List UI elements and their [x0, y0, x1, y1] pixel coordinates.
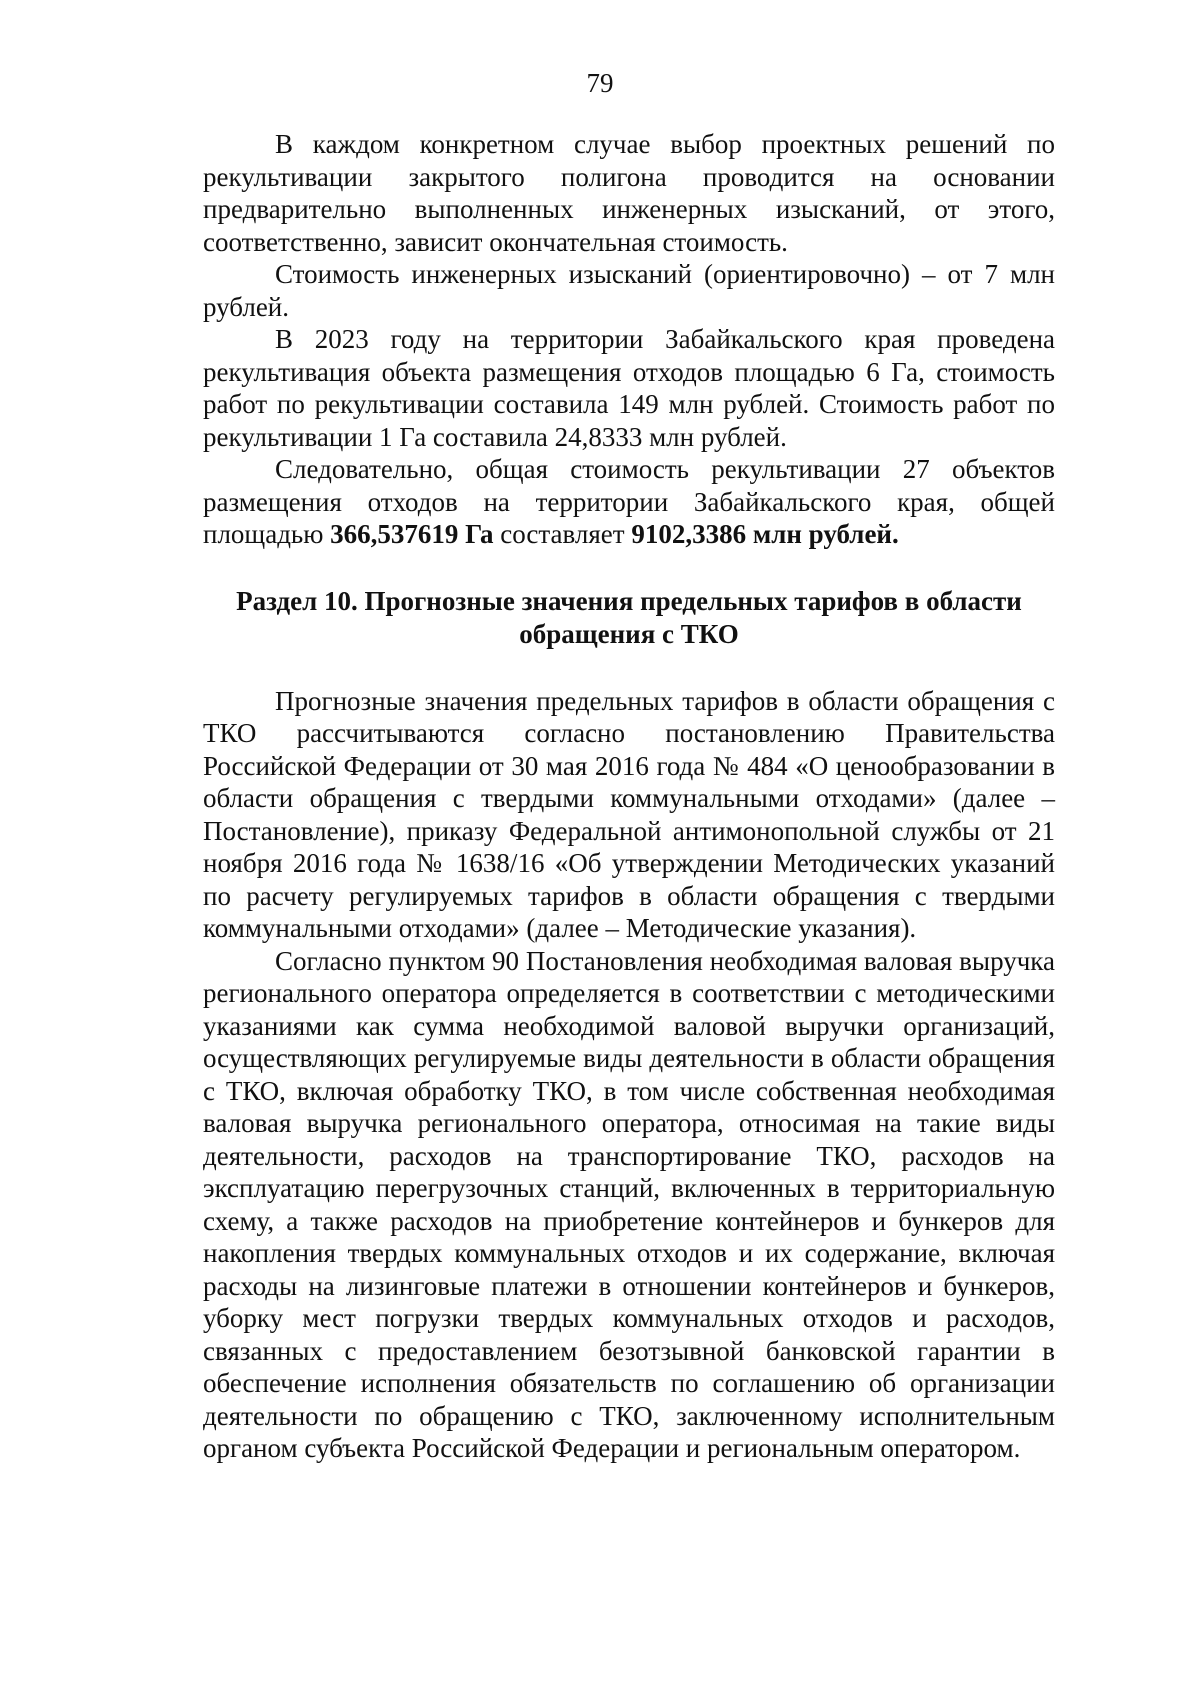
paragraph-gross-revenue: Согласно пунктом 90 Постановления необходимая валовая выручка регионального оператора определяется в соответствии с методическими указаниями как сумма необходимой валовой выручки организаций, осуществляющих регулируемые виды деятельности в области обращения с ТКО, включая обработку ТКО, в том числе собственная необходимая валовая выручка регионального оператора, относимая на такие виды деятельности, расходов на транспортирование ТКО, расходов на эксплуатацию перегрузочных станций, включенных в территориальную схему, а также расходов на приобретение контейнеров и бункеров для накопления твердых коммунальных отходов и их содержание, включая расходы на лизинговые платежи в отношении контейнеров и бункеров, уборку мест погрузки твердых коммунальных отходов и расходов, связанных с предоставлением безотзывной банковской гарантии в обеспечение исполнения обязательств по соглашению об организации деятельности по обращению с ТКО, заключенному исполнительным органом субъекта Российской Федерации и региональным оператором. — [203, 945, 1055, 1463]
paragraph-survey-cost: Стоимость инженерных изысканий (ориентировочно) – от 7 млн рублей. — [203, 259, 1055, 322]
paragraph-engineering-survey-choice: В каждом конкретном случае выбор проектных решений по рекультивации закрытого полигона проводится на основании предварительно выполненных инженерных изысканий, от этого, соответственно, зависит окончательная стоимость. — [203, 129, 1055, 257]
total-cost-text-start: Следовательно, общая стоимость рекультивации 27 объектов размещения отходов на территории Забайкальского края, общей площадью — [203, 454, 1055, 549]
section-heading-line-2: обращения с ТКО — [519, 618, 739, 649]
paragraph-total-cost — [203, 453, 1055, 551]
paragraph-tariff-calculation-basis: Прогнозные значения предельных тарифов в области обращения с ТКО рассчитываются согласно постановлению Правительства Российской Федерации от 30 мая 2016 года № 484 «О ценообразовании в области обращения с твердыми коммунальными отходами» (далее – Постановление), приказу Федеральной антимонопольной службы от 21 ноября 2016 года № 1638/16 «Об утверждении Методических указаний по расчету регулируемых тарифов в области обращения с твердыми коммунальными отходами» (далее – Методические указания). — [203, 685, 1055, 943]
paragraph-reclamation-2023: В 2023 году на территории Забайкальского края проведена рекультивация объекта размещения отходов площадью 6 Га, стоимость работ по рекультивации составила 149 млн рублей. Стоимость работ по рекультивации 1 Га составила 24,8333 млн рублей. — [203, 324, 1055, 452]
section-heading-line-1: Раздел 10. Прогнозные значения предельных тарифов в области — [236, 585, 1022, 616]
section-heading — [203, 585, 1055, 651]
total-cost-text-middle: составляет — [493, 519, 632, 549]
page-number: 79 — [586, 68, 614, 98]
total-area-value: 366,537619 Га — [330, 519, 494, 549]
total-cost-value: 9102,3386 млн рублей. — [631, 519, 899, 549]
page-body — [203, 128, 1055, 1465]
